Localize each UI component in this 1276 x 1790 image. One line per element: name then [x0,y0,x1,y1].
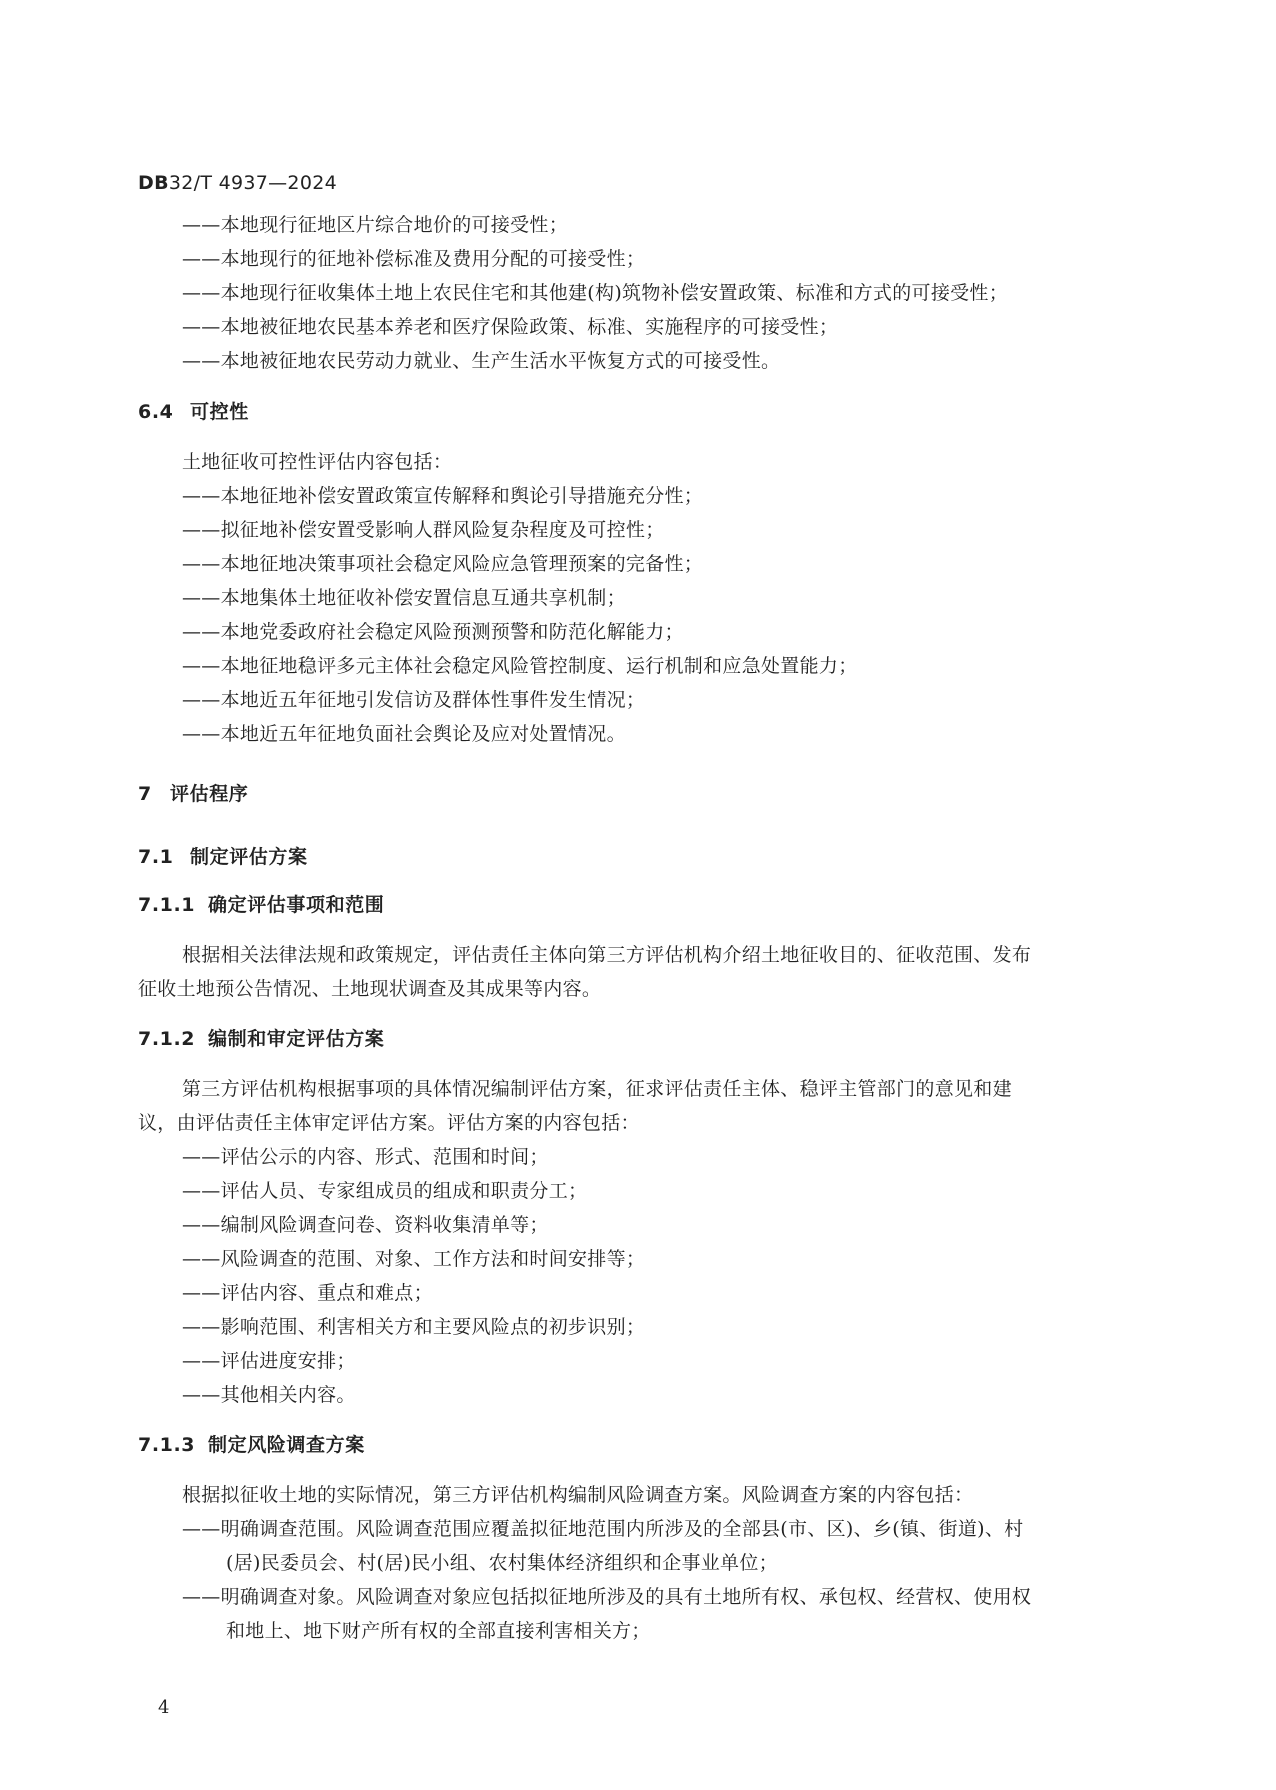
page-number: 4 [158,1697,170,1718]
list-item: ——本地党委政府社会稳定风险预测预警和防范化解能力； [182,621,684,643]
list-item: ——本地现行征地区片综合地价的可接受性； [182,214,569,236]
paragraph: 征收土地预公告情况、土地现状调查及其成果等内容。 [138,978,602,1000]
list-item: ——本地近五年征地引发信访及群体性事件发生情况； [182,689,646,711]
section-heading-7-1-3 [138,1432,365,1458]
list-item: ——本地现行的征地补偿标准及费用分配的可接受性； [182,248,646,270]
section-heading-7-1-1 [138,892,384,918]
list-item-continuation: 和地上、地下财产所有权的全部直接利害相关方； [226,1620,651,1642]
section-heading-6-4 [138,399,249,425]
list-item: ——明确调查范围。风险调查范围应覆盖拟征地范围内所涉及的全部县(市、区)、乡(镇、街道)、村 [182,1518,1024,1540]
list-item: ——评估进度安排； [182,1350,356,1372]
list-item: ——本地近五年征地负面社会舆论及应对处置情况。 [182,723,626,745]
paragraph: 根据拟征收土地的实际情况，第三方评估机构编制风险调查方案。风险调查方案的内容包括： [182,1484,974,1506]
section-heading-7-1-2 [138,1026,384,1052]
list-item: ——明确调查对象。风险调查对象应包括拟征地所涉及的具有土地所有权、承包权、经营权、使用权 [182,1586,1032,1608]
list-item: ——评估内容、重点和难点； [182,1282,433,1304]
standard-prefix: DB [138,172,169,194]
list-item: ——本地征地决策事项社会稳定风险应急管理预案的完备性； [182,553,704,575]
list-item: ——本地征地稳评多元主体社会稳定风险管控制度、运行机制和应急处置能力； [182,655,858,677]
list-item: ——本地集体土地征收补偿安置信息互通共享机制； [182,587,626,609]
list-item: ——本地被征地农民劳动力就业、生产生活水平恢复方式的可接受性。 [182,350,781,372]
section-heading-7 [138,781,248,807]
paragraph: 根据相关法律法规和政策规定，评估责任主体向第三方评估机构介绍土地征收目的、征收范围、发布 [182,944,1032,966]
standard-number [138,170,337,196]
section-number: 7.1.1 [138,894,196,916]
section-heading-7-1 [138,844,308,870]
list-item: ——拟征地补偿安置受影响人群风险复杂程度及可控性； [182,519,665,541]
list-item: ——影响范围、利害相关方和主要风险点的初步识别； [182,1316,646,1338]
standard-code: 32/T 4937—2024 [168,172,337,194]
list-item-continuation: (居)民委员会、村(居)民小组、农村集体经济组织和企事业单位； [226,1552,778,1574]
paragraph: 第三方评估机构根据事项的具体情况编制评估方案，征求评估责任主体、稳评主管部门的意见和建 [182,1078,1012,1100]
section-number: 7.1.2 [138,1028,196,1050]
section-number: 7 [138,783,152,805]
section-title: 制定风险调查方案 [208,1434,365,1456]
paragraph: 土地征收可控性评估内容包括： [182,451,453,473]
section-title: 评估程序 [170,783,249,805]
section-number: 6.4 [138,401,174,423]
paragraph: 议，由评估责任主体审定评估方案。评估方案的内容包括： [138,1112,640,1134]
list-item: ——编制风险调查问卷、资料收集清单等； [182,1214,549,1236]
list-item: ——评估公示的内容、形式、范围和时间； [182,1146,549,1168]
section-title: 确定评估事项和范围 [208,894,385,916]
list-item: ——评估人员、专家组成员的组成和职责分工； [182,1180,588,1202]
list-item: ——风险调查的范围、对象、工作方法和时间安排等； [182,1248,646,1270]
list-item: ——本地现行征收集体土地上农民住宅和其他建(构)筑物补偿安置政策、标准和方式的可接受性； [182,282,1009,304]
list-item: ——其他相关内容。 [182,1384,356,1406]
section-number: 7.1.3 [138,1434,196,1456]
list-item: ——本地征地补偿安置政策宣传解释和舆论引导措施充分性； [182,485,704,507]
list-item: ——本地被征地农民基本养老和医疗保险政策、标准、实施程序的可接受性； [182,316,839,338]
section-title: 编制和审定评估方案 [208,1028,385,1050]
section-title: 制定评估方案 [190,846,308,868]
section-title: 可控性 [190,401,249,423]
section-number: 7.1 [138,846,174,868]
